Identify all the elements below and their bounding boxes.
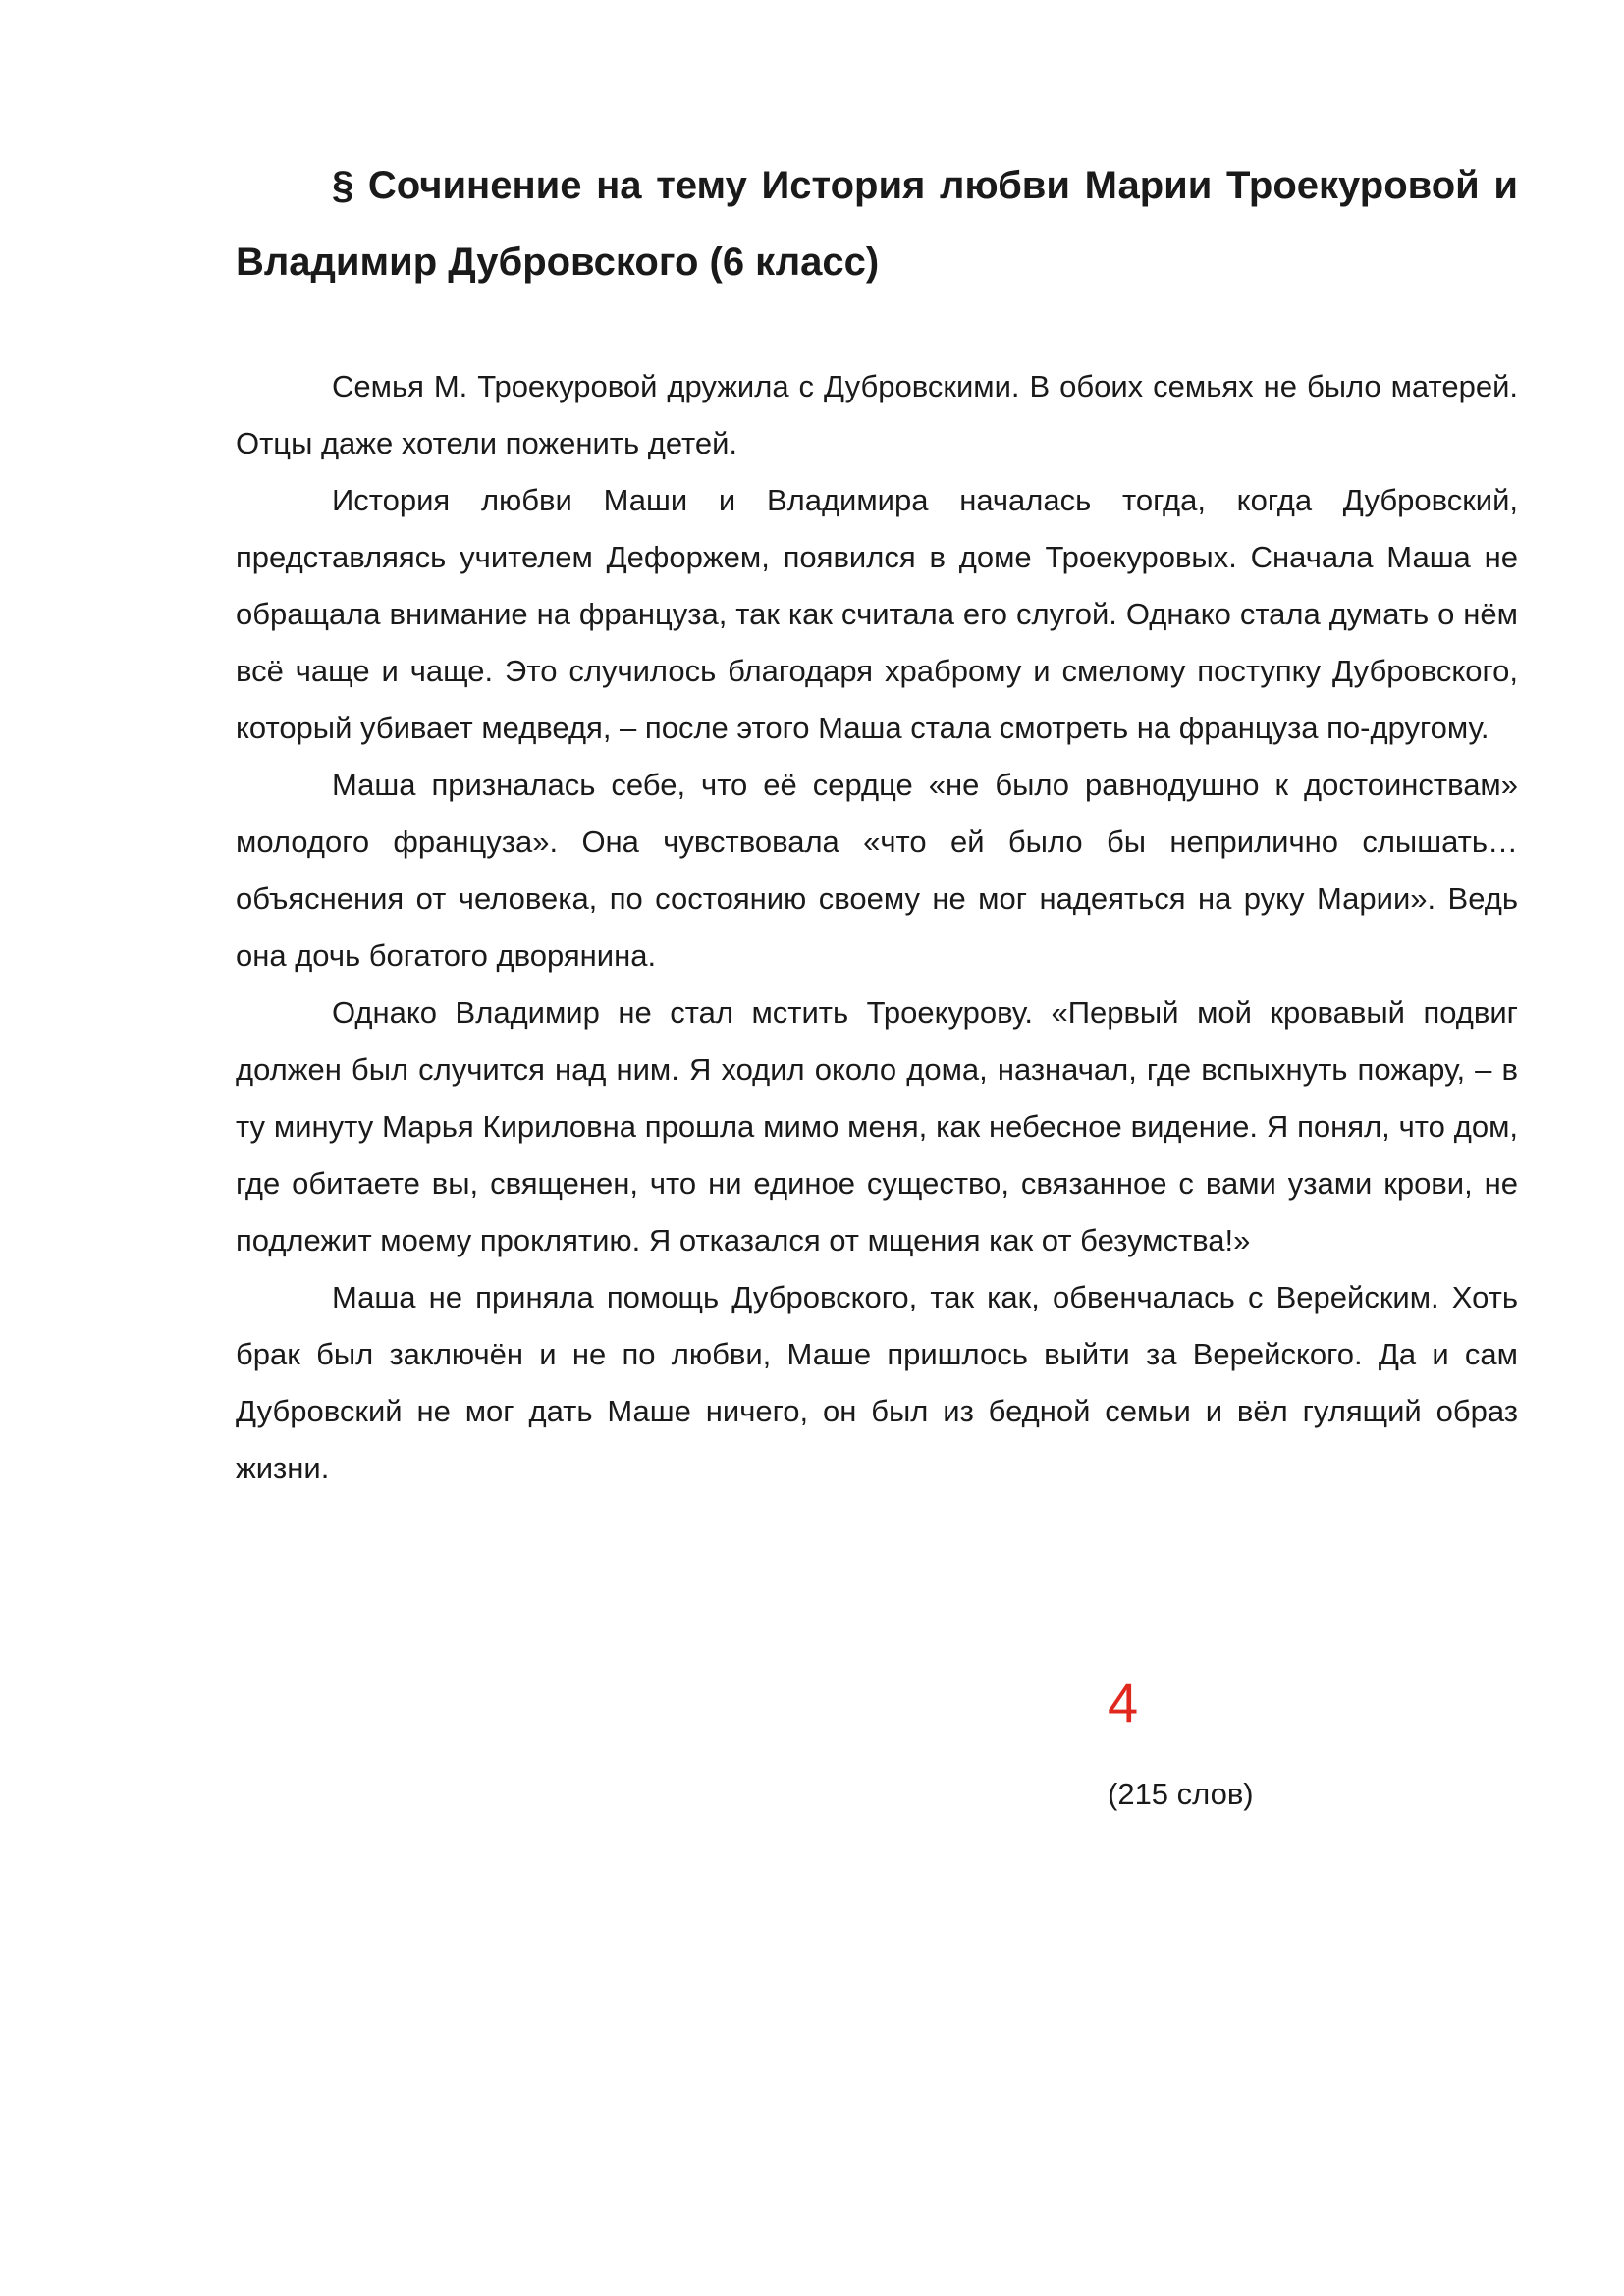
essay-body [236,358,1518,1497]
essay-paragraph-4: Однако Владимир не стал мстить Троекурову. «Первый мой кровавый подвиг должен был случится над ним. Я ходил около дома, назначал, где вспыхнуть пожару, – в ту минуту Марья Кириловна прошла мимо меня, как небесное видение. Я понял, что дом, где обитаете вы, священен, что ни единое существо, связанное с вами узами крови, не подлежит моему проклятию. Я отказался от мщения как от безумства!» [236,995,1518,1257]
essay-paragraph-1: Семья М. Троекуровой дружила с Дубровскими. В обоих семьях не было матерей. Отцы даже хотели поженить детей. [236,369,1518,460]
essay-paragraph-3: Маша призналась себе, что её сердце «не было равнодушно к достоинствам» молодого француза». Она чувствовала «что ей было бы неприлично слышать… объяснения от человека, по состоянию своему не мог надеяться на руку Марии». Ведь она дочь богатого дворянина. [236,768,1518,973]
essay-paragraph-5: Маша не приняла помощь Дубровского, так как, обвенчалась с Верейским. Хоть брак был заключён и не по любви, Маше пришлось выйти за Верейского. Да и сам Дубровский не мог дать Маше ничего, он был из бедной семьи и вёл гулящий образ жизни. [236,1280,1518,1485]
essay-paragraph-2: История любви Маши и Владимира началась тогда, когда Дубровский, представляясь учителем Дефоржем, появился в доме Троекуровых. Сначала Маша не обращала внимание на француза, так как считала его слугой. Однако стала думать о нём всё чаще и чаще. Это случилось благодаря храброму и смелому поступку Дубровского, который убивает медведя, – после этого Маша стала смотреть на француза по-другому. [236,483,1518,745]
word-count: (215 слов) [1108,1777,1254,1811]
essay-title: § Сочинение на тему История любви Марии Троекуровой и Владимир Дубровского (6 класс) [236,164,1518,284]
grade-mark: 4 [1108,1672,1139,1734]
